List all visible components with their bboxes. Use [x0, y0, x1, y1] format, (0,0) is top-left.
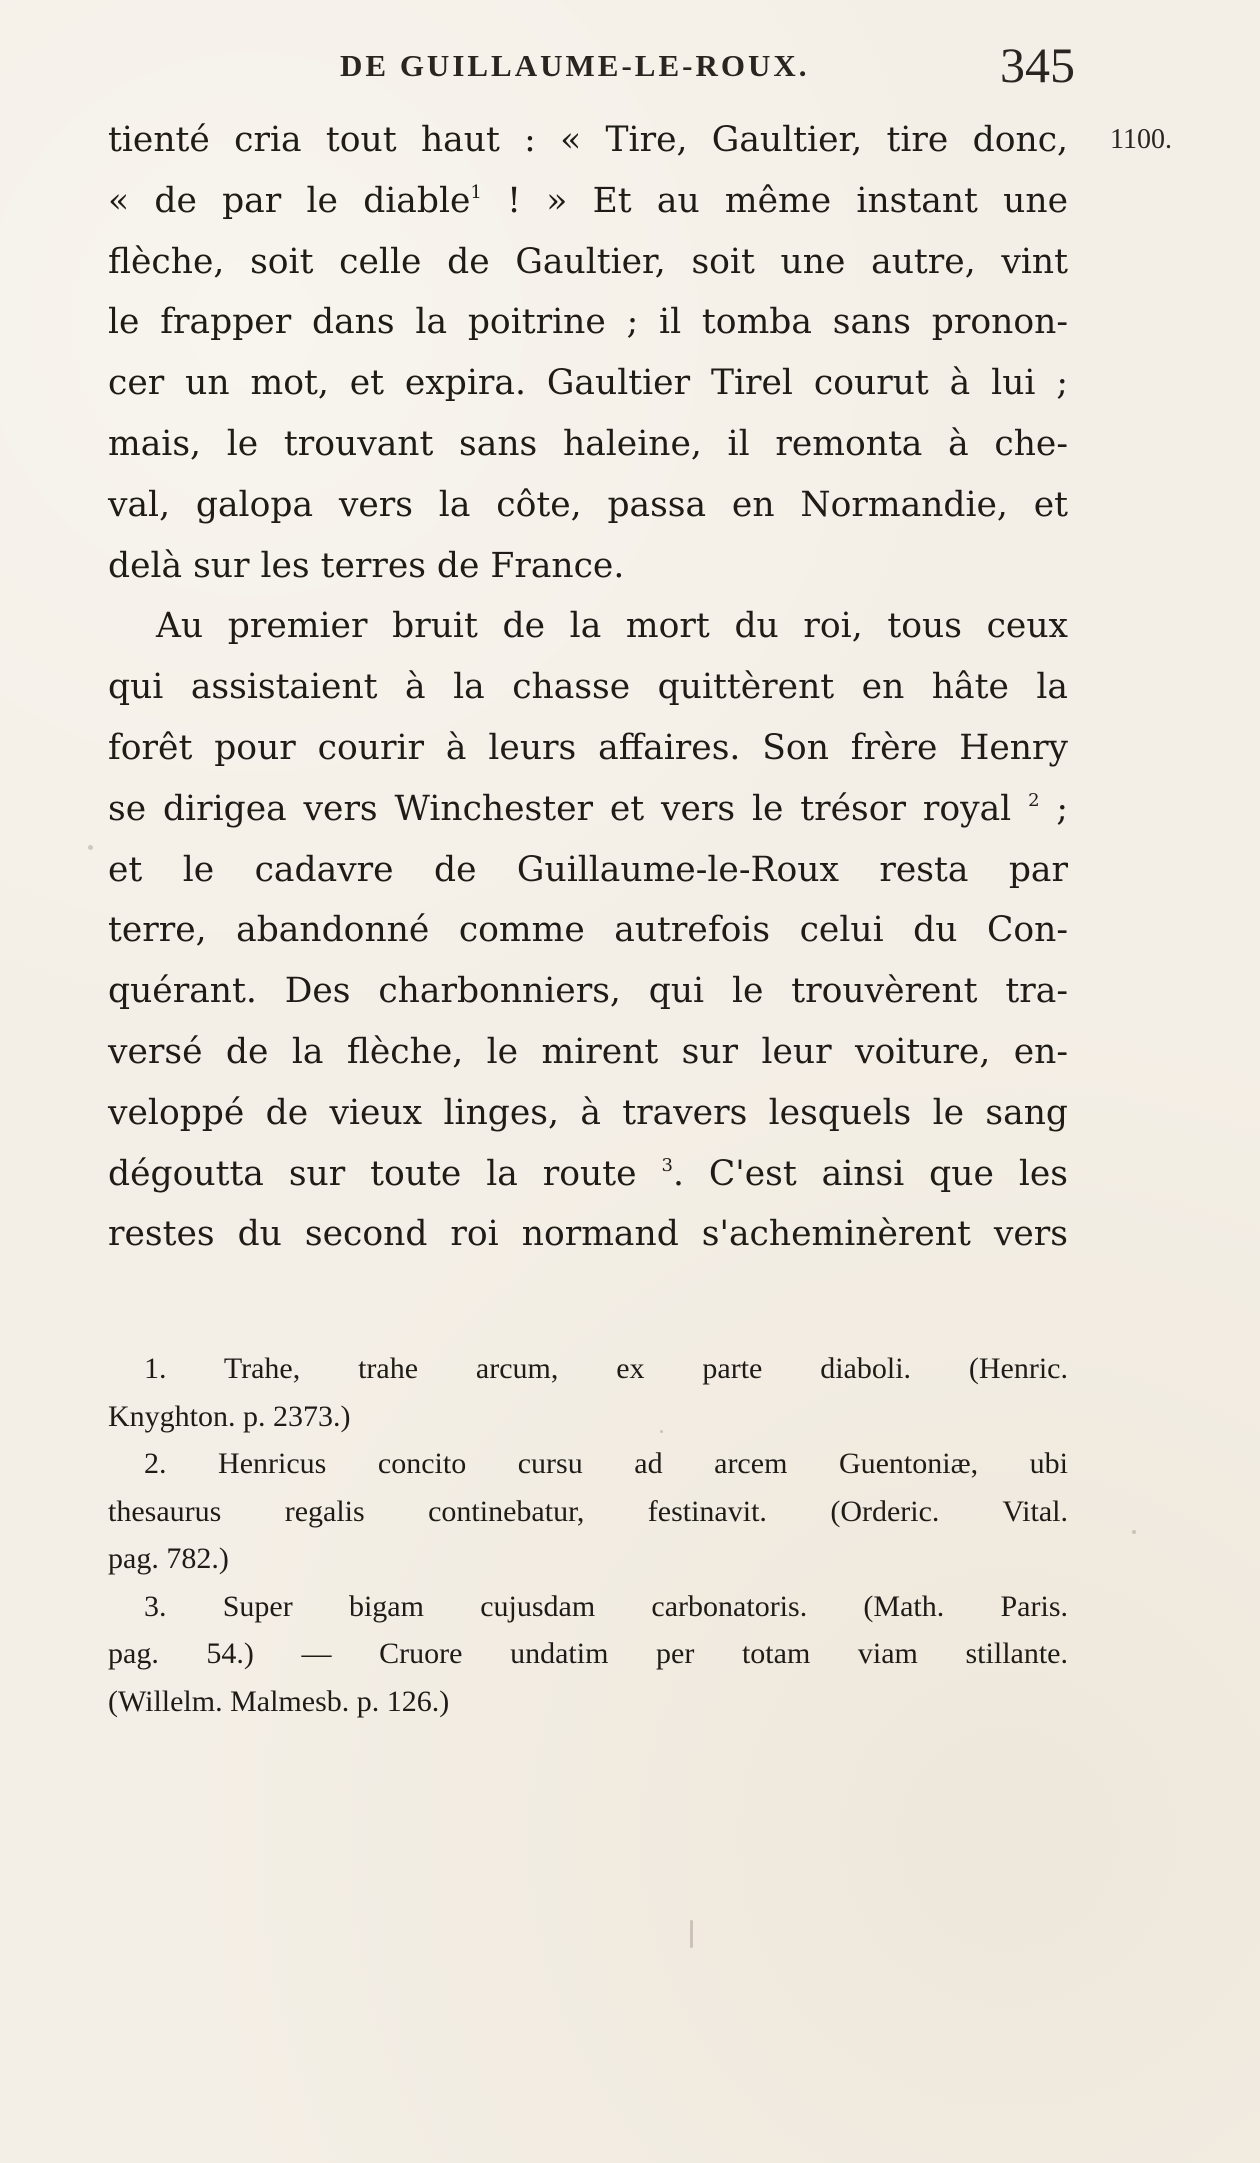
footnote-line: Knyghton. p. 2373.)	[108, 1399, 351, 1433]
body-text	[108, 110, 1068, 1265]
footnotes	[108, 1345, 1068, 1725]
text-line: restes du second roi normand s'acheminèrent vers	[108, 1214, 1068, 1255]
text-line: val, galopa vers la côte, passa en Normandie, et	[108, 484, 1068, 525]
footnote-line: pag. 54.) — Cruore undatim per totam viam stillante.	[108, 1637, 1068, 1670]
running-title: DE GUILLAUME-LE-ROUX.	[340, 48, 810, 83]
footnote-line: pag. 782.)	[108, 1542, 229, 1575]
paper-speck	[660, 1430, 663, 1433]
text-line: quérant. Des charbonniers, qui le trouvèrent tra-	[108, 971, 1068, 1012]
paper-speck	[88, 845, 93, 850]
text-line: veloppé de vieux linges, à travers lesquels le sang	[108, 1092, 1068, 1133]
text-line: delà sur les terres de France.	[108, 545, 625, 586]
text-line: versé de la flèche, le mirent sur leur voiture, en-	[108, 1031, 1068, 1072]
text-line: « de par le diable$^1$ ! » Et au même instant une	[108, 180, 1069, 221]
paper-speck	[690, 1920, 693, 1948]
text-line: flèche, soit celle de Gaultier, soit une autre, vint	[108, 241, 1068, 282]
text-line: se dirigea vers Winchester et vers le trésor royal $^2$ ;	[108, 788, 1069, 829]
text-line: qui assistaient à la chasse quittèrent en hâte la	[108, 667, 1068, 708]
text-line: terre, abandonné comme autrefois celui du Con-	[108, 910, 1068, 951]
footnote-line: 3. Super bigam cujusdam carbonatoris. (Math. Paris.	[144, 1589, 1068, 1623]
footnote-ref: 3	[661, 1154, 673, 1176]
text-line: tienté cria tout haut : « Tire, Gaultier, tire donc,	[108, 120, 1068, 160]
text-line: cer un mot, et expira. Gaultier Tirel courut à lui ;	[108, 363, 1068, 404]
footnote-line: 1. Trahe, trahe arcum, ex parte diaboli. (Henric.	[144, 1352, 1068, 1385]
paper-speck	[1132, 1530, 1136, 1534]
text-line: Au premier bruit de la mort du roi, tous ceux	[156, 606, 1068, 647]
text-line: et le cadavre de Guillaume-le-Roux resta par	[108, 849, 1068, 890]
footnote-ref: 1	[470, 181, 482, 203]
margin-year-note: 1100.	[1110, 124, 1172, 155]
page-number: 345	[1000, 37, 1075, 93]
footnote-line: 2. Henricus concito cursu ad arcem Guentoniæ, ubi	[144, 1447, 1068, 1480]
footnote-line: thesaurus regalis continebatur, festinavit. (Orderic. Vital.	[108, 1494, 1068, 1528]
text-line: dégoutta sur toute la route $^3$. C'est ainsi que les	[108, 1153, 1069, 1194]
footnote-line: (Willelm. Malmesb. p. 126.)	[108, 1684, 450, 1718]
text-line: forêt pour courir à leurs affaires. Son frère Henry	[108, 727, 1068, 768]
text-line: le frapper dans la poitrine ; il tomba sans pronon-	[108, 302, 1068, 343]
text-line: mais, le trouvant sans haleine, il remonta à che-	[108, 423, 1068, 464]
footnote-ref: 2	[1028, 789, 1040, 811]
